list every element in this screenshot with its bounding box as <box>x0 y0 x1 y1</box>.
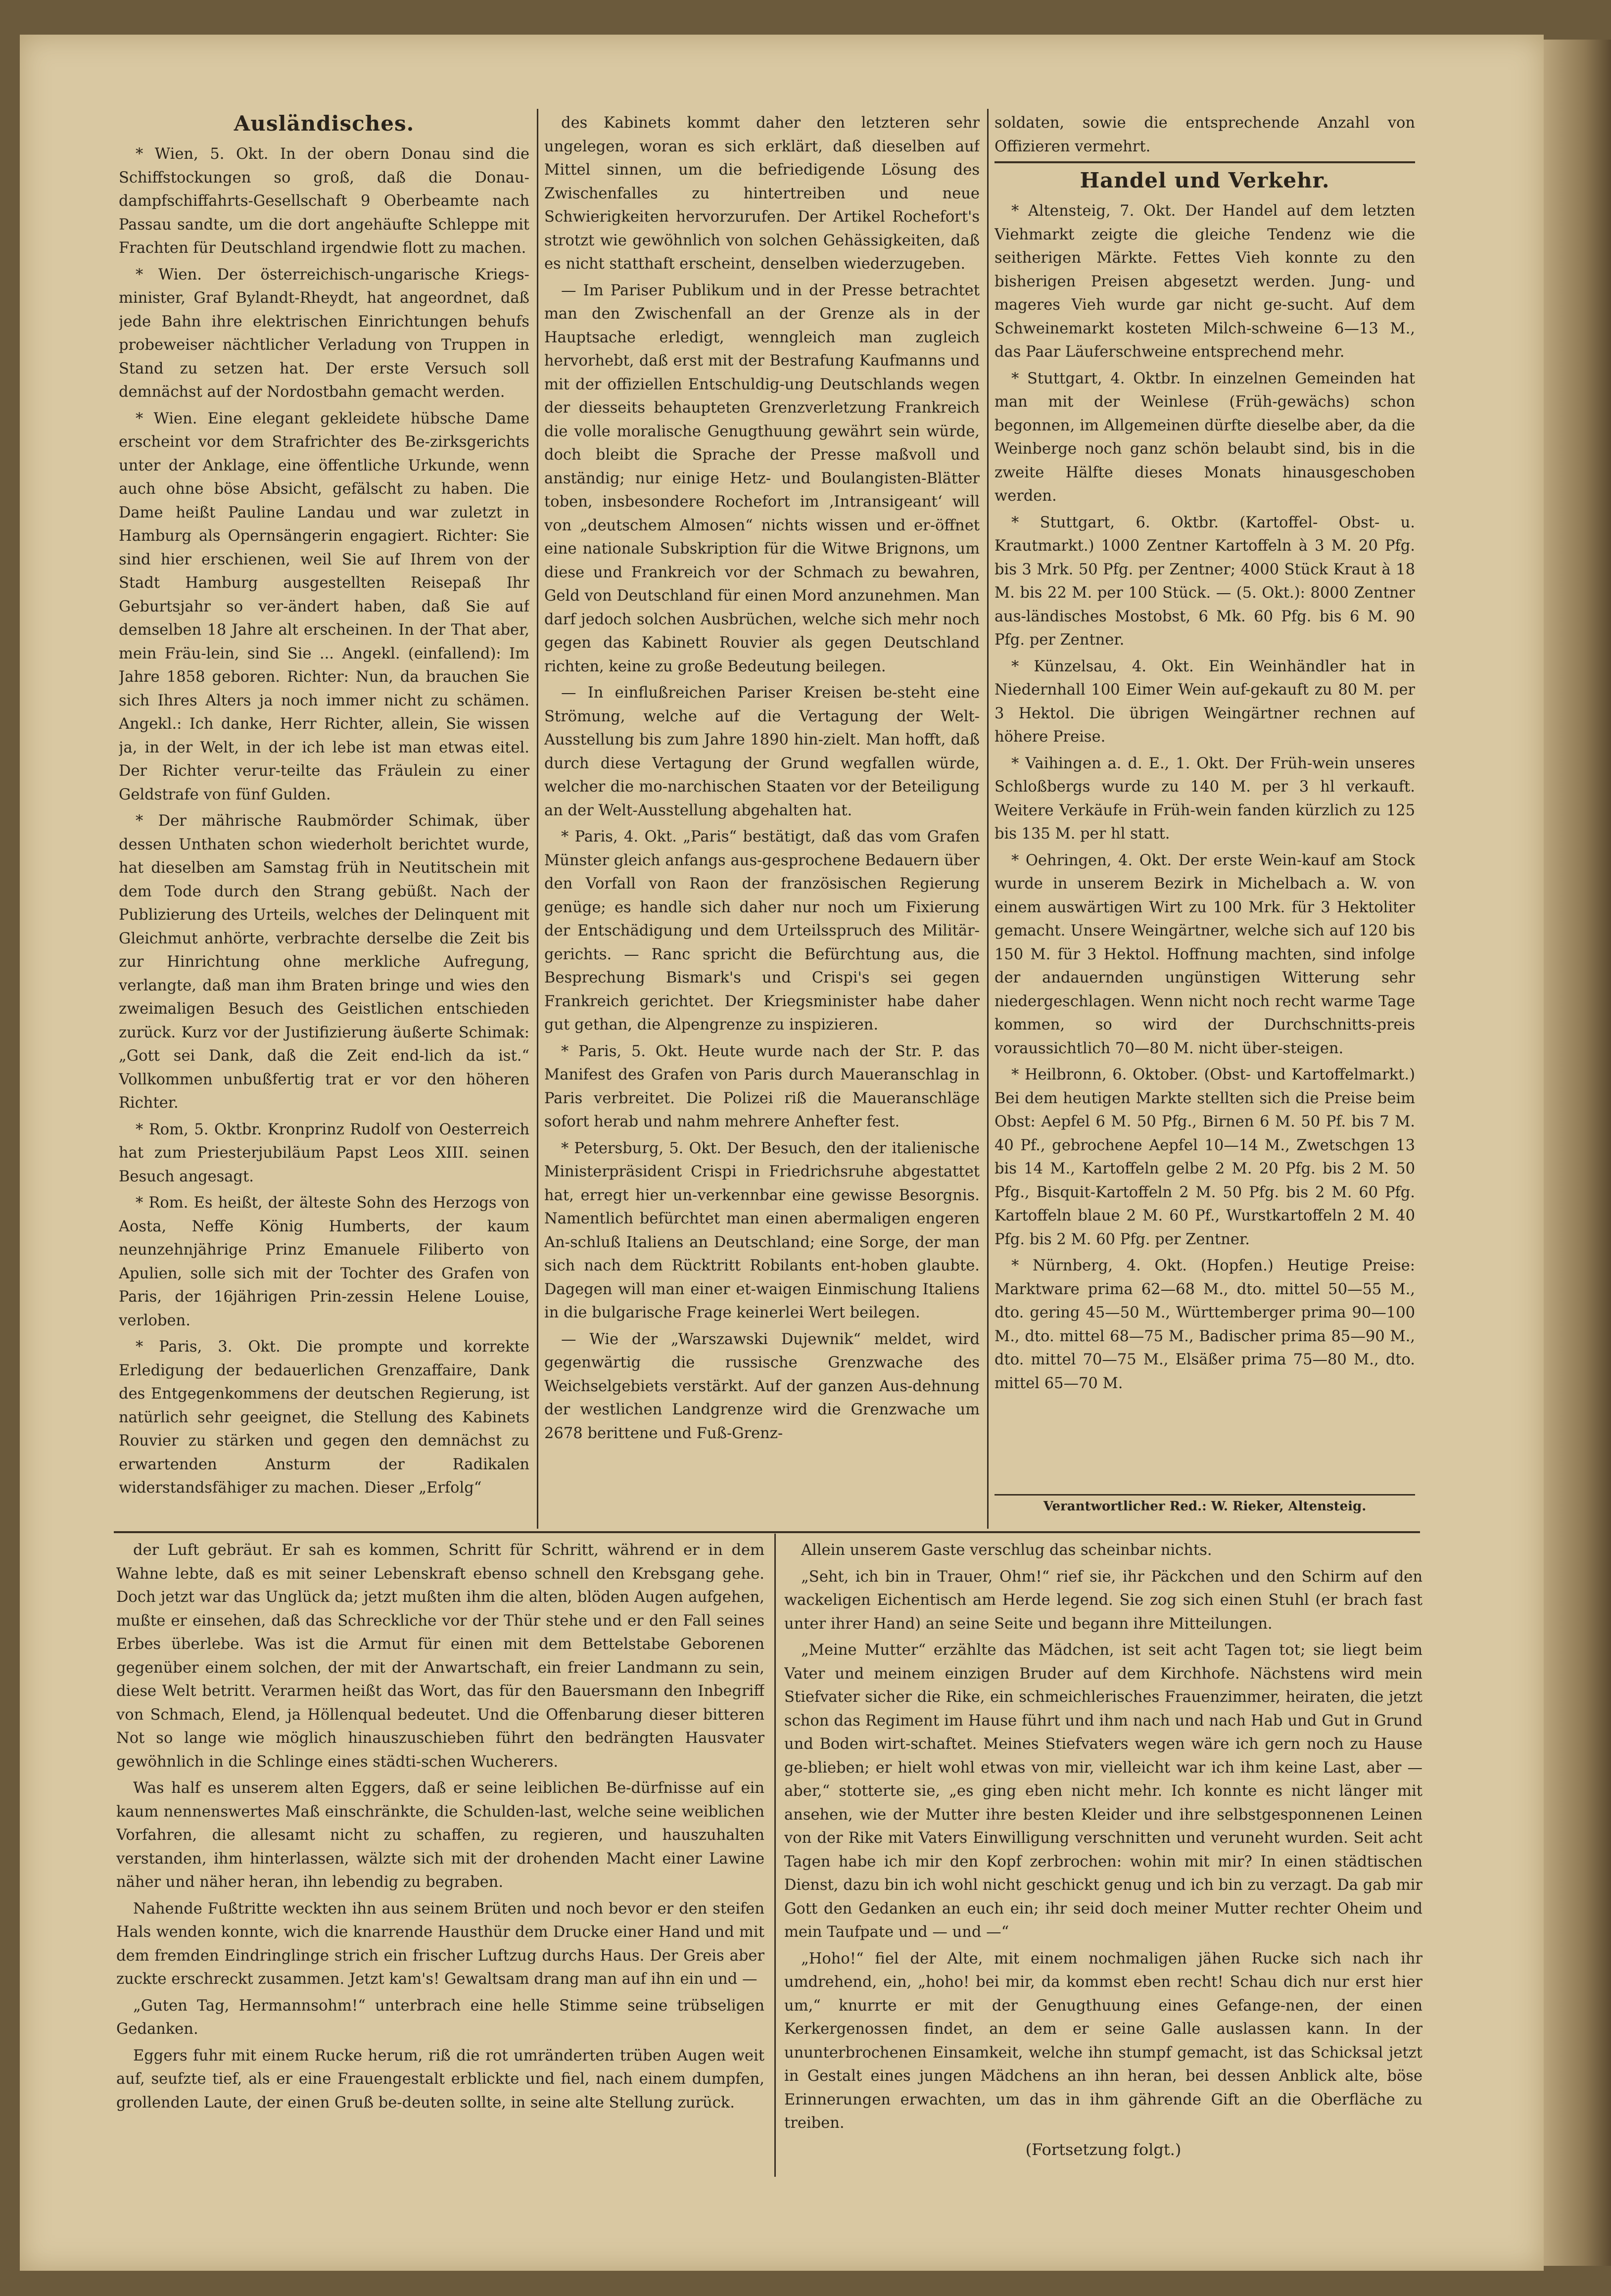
article-paragraph: — In einflußreichen Pariser Kreisen be-steht eine Strömung, welche auf die Vertagung der Welt-Ausstellung bis zum Jahre 1890 hin-zielt. Man hofft, daß durch diese Vertagung der Grund wegfallen würde, welcher die mo-narchischen Staaten vor der Beteiligung an der Welt-Ausstellung abgehalten hat. <box>544 684 980 819</box>
section-rule <box>995 161 1415 163</box>
article-paragraph: „Seht, ich bin in Trauer, Ohm!“ rief sie, ihr Päckchen und den Schirm auf den wackeligen Eichentisch am Herde legend. Sie zog sich einen Stuhl (er brach fast unter ihrer Hand) an seine Seite und begann ihre Mitteilungen. <box>784 1568 1422 1633</box>
feuilleton-left-body <box>116 1539 764 2114</box>
article-paragraph: des Kabinets kommt daher den letzteren sehr ungelegen, woran es sich erklärt, daß dieselben auf Mittel sinnen, um die befriedigende Lösung des Zwischenfalles zu hintertreiben und neue Schwierigkeiten hervorzurufen. Der Artikel Rochefort's strotzt wie gewöhnlich von solchen Gehässigkeiten, daß es nicht statthaft erscheint, denselben wiederzugeben. <box>544 114 980 273</box>
col3-continuation: soldaten, sowie die entsprechende Anzahl von Offizieren vermehrt. <box>995 114 1415 155</box>
col2-body <box>544 111 980 1445</box>
article-paragraph: „Hoho!“ fiel der Alte, mit einem nochmaligen jähen Rucke sich nach ihr umdrehend, ein, „hoho! bei mir, da kommst eben recht! Schau dich nur erst hier um,“ knurrte er mit der Genugthuung eines Gefange-nen, der einen Kerkergenossen findet, an dem er seine Galle auslassen kann. In der ununterbrochenen Einsamkeit, welche ihn stumpf gemacht, ist das Schicksal jetzt in Gestalt eines jungen Mädchens an ihn heran, bei dessen Anblick alte, böse Erinnerungen erwachten, um das in ihm gährende Gift an die Oberfläche zu treiben. <box>784 1950 1422 2132</box>
section-title-auslaendisches: Ausländisches. <box>234 111 415 136</box>
article-paragraph: Was half es unserem alten Eggers, daß er seine leiblichen Be-dürfnisse auf ein kaum nennenswertes Maß einschränkte, die Schulden-last, welche seine weiblichen Vorfahren, die allesamt nicht zu schaffen, zu regieren, und hauszuhalten verstanden, ihm hinterlassen, wälzte sich mit der drohenden Macht einer Lawine näher und näher heran, ihn lebendig zu begraben. <box>116 1780 764 1891</box>
article-paragraph: * Rom, 5. Oktbr. Kronprinz Rudolf von Oesterreich hat zum Priesterjubiläum Papst Leos XIII. seinen Besuch angesagt. <box>119 1121 529 1185</box>
article-paragraph: * Heilbronn, 6. Oktober. (Obst- und Kartoffelmarkt.) Bei dem heutigen Markte stellten sich die Preise beim Obst: Aepfel 6 M. 50 Pfg., Birnen 6 M. 50 Pf. bis 7 M. 40 Pf., gebrochene Aepfel 10—14 M., Zwetschgen 13 bis 14 M., Kartoffeln gelbe 2 M. 20 Pfg. bis 2 M. 50 Pfg., Bisquit-Kartoffeln 2 M. 50 Pfg. bis 2 M. 60 Pfg. Kartoffeln blaue 2 M. 60 Pf., Wurstkartoffeln 2 M. 40 Pfg. bis 2 M. 60 Pfg. per Zentner. <box>995 1066 1415 1248</box>
col3-body <box>995 199 1415 1395</box>
col1-body <box>119 142 529 1500</box>
article-paragraph: * Vaihingen a. d. E., 1. Okt. Der Früh-wein unseres Schloßbergs wurde zu 140 M. per 3 hl verkauft. Weitere Verkäufe in Früh-wein fanden kürzlich zu 125 bis 135 M. per hl statt. <box>995 754 1415 843</box>
section-title-handel: Handel und Verkehr. <box>1080 168 1330 192</box>
article-paragraph: — Im Pariser Publikum und in der Presse betrachtet man den Zwischenfall an der Grenze als in der Hauptsache erledigt, wenngleich man zugleich hervorhebt, daß erst mit der Bestrafung Kaufmanns und mit der offiziellen Entschuldig-ung Deutschlands wegen der diesseits behaupteten Grenzverletzung Frankreich die volle moralische Genugthuung gewährt sein würde, doch bleibt die Sprache der Presse maßvoll und anständig; nur einige Hetz- und Boulangisten-Blätter toben, insbesondere Rochefort im ‚Intransigeant‘ will von „deutschem Almosen“ nichts wissen und er-öffnet eine nationale Subskription für die Witwe Brignons, um diese und Frankreich vor der Schmach zu bewahren, Geld von Deutschland für einen Mord anzunehmen. Man darf jedoch solchen Ausbrüchen, welche sich mehr noch gegen das Kabinett Rouvier als gegen Deutschland richten, keine zu große Bedeutung beilegen. <box>544 281 980 675</box>
feuilleton-divider <box>774 1534 776 2177</box>
column-handel-und-verkehr <box>995 111 1415 1492</box>
article-paragraph: * Wien, 5. Okt. In der obern Donau sind die Schiffstockungen so groß, daß die Donau-dampfschiffahrts-Gesellschaft 9 Oberbeamte nach Passau sandte, um die dort angehäufte Schleppe mit Frachten für Deutschland irgendwie flott zu machen. <box>119 145 529 257</box>
article-paragraph: * Paris, 3. Okt. Die prompte und korrekte Erledigung der bedauerlichen Grenzaffaire, Dank des Entgegenkommens der deutschen Regierung, ist natürlich sehr geeignet, die Stellung des Kabinets Rouvier zu stärken und gegen den demnächst zu erwartenden Ansturm der Radikalen widerstandsfähiger zu machen. Dieser „Erfolg“ <box>119 1338 529 1497</box>
article-paragraph: * Oehringen, 4. Okt. Der erste Wein-kauf am Stock wurde in unserem Bezirk in Michelbach a. W. von einem auswärtigen Wirt zu 100 Mrk. für 3 Hektoliter gemacht. Unsere Weingärtner, welche sich auf 120 bis 150 M. für 3 Hektol. Hoffnung machten, sind infolge der andauernden ungünstigen Witterung sehr niedergeschlagen. Wenn nicht noch recht warme Tage kommen, so wird der Durchschnitts-preis voraussichtlich 70—80 M. nicht über-steigen. <box>995 851 1415 1057</box>
article-paragraph: der Luft gebräut. Er sah es kommen, Schritt für Schritt, während er in dem Wahne lebte, daß es mit seiner Lebenskraft ebenso schnell den Krebsgang gehe. Doch jetzt war das Unglück da; jetzt mußten ihm die alten, blöden Augen aufgehen, mußte er einsehen, daß das Schreckliche vor der Thür stehe und er den Fall seines Erbes überlebe. Was ist die Armut für einen mit dem Bettelstabe Geborenen gegenüber einem solchen, der mit der Anwartschaft, ein freier Landmann zu sein, diese Welt betritt. Verarmen heißt das Wort, das für den Bauersmann den Inbegriff von Schmach, Elend, ja Höllenqual bedeutet. Und die Offenbarung dieser bitteren Not so lange wie möglich hinauszuschieben führt den bedrängten Hausvater gewöhnlich in die Schlinge eines städti-schen Wucherers. <box>116 1542 764 1771</box>
article-paragraph: * Nürnberg, 4. Okt. (Hopfen.) Heutige Preise: Marktware prima 62—68 M., dto. mittel 50—55 M., dto. gering 45—50 M., Württemberger prima 90—100 M., dto. mittel 68—75 M., Badischer prima 85—90 M., dto. mittel 70—75 M., Elsäßer prima 75—80 M., dto. mittel 65—70 M. <box>995 1257 1415 1392</box>
article-paragraph: * Paris, 4. Okt. „Paris“ bestätigt, daß das vom Grafen Münster gleich anfangs aus-gesprochene Bedauern über den Vorfall von Raon der französischen Regierung genüge; es handle sich daher nur noch um Fixierung der Entschädigung und dem Urteilsspruch des Militär-gerichts. — Ranc spricht die Befürchtung aus, die Besprechung Bismark's und Crispi's sei gegen Frankreich gerichtet. Der Kriegsminister habe daher gut gethan, die Alpengrenze zu inspizieren. <box>544 828 980 1033</box>
column-divider-1 <box>537 109 538 1529</box>
fortsetzung-note: (Fortsetzung folgt.) <box>1025 2140 1182 2159</box>
article-paragraph: * Stuttgart, 4. Oktbr. In einzelnen Gemeinden hat man mit der Weinlese (Früh-gewächs) schon begonnen, im Allgemeinen dürfte dieselbe aber, da die Weinberge noch ganz schön belaubt sind, bis in die zweite Hälfte dieses Monats hinausgeschoben werden. <box>995 370 1415 505</box>
article-paragraph: „Guten Tag, Hermannsohm!“ unterbrach eine helle Stimme seine trübseligen Gedanken. <box>116 1997 764 2038</box>
feuilleton-right-body <box>784 1539 1422 2135</box>
article-paragraph: * Stuttgart, 6. Oktbr. (Kartoffel- Obst- u. Krautmarkt.) 1000 Zentner Kartoffeln à 3 M. 20 Pfg. bis 3 Mrk. 50 Pfg. per Zentner; 4000 Stück Kraut à 18 M. bis 22 M. per 100 Stück. — (5. Okt.): 8000 Zentner aus-ländisches Mostobst, 6 Mk. 60 Pfg. bis 6 M. 90 Pfg. per Zentner. <box>995 514 1415 649</box>
article-paragraph: * Paris, 5. Okt. Heute wurde nach der Str. P. das Manifest des Grafen von Paris durch Maueranschlag in Paris verbreitet. Die Polizei riß die Maueranschläge sofort herab und nahm mehrere Anhefter fest. <box>544 1042 980 1130</box>
article-paragraph: * Petersburg, 5. Okt. Der Besuch, den der italienische Ministerpräsident Crispi in Friedrichsruhe abgestattet hat, erregt hier un-verkennbar eine gewisse Besorgnis. Namentlich befürchtet man einen abermaligen engeren An-schluß Italiens an Deutschland; eine Sorge, der man sich nach dem Rücktritt Robilants ent-hoben glaubte. Dagegen will man einer et-waigen Einmischung Italiens in die bulgarische Frage keinerlei Wert beilegen. <box>544 1139 980 1321</box>
feuilleton-right-column <box>784 1539 1422 2206</box>
editor-credit: Verantwortlicher Red.: W. Rieker, Altensteig. <box>1043 1499 1367 1514</box>
article-paragraph: * Der mährische Raubmörder Schimak, über dessen Unthaten schon wiederholt berichtet wurde, hat dieselben am Samstag früh in Neutitschein mit dem Tode durch den Strang gebüßt. Nach der Publizierung des Urteils, welches der Delinquent mit Gleichmut anhörte, verbrachte derselbe die Zeit bis zur Hinrichtung ohne merkliche Aufregung, verlangte, daß man ihm Braten bringe und wies den zweimaligen Besuch des Geistlichen entschieden zurück. Kurz vor der Justifizierung äußerte Schimak: „Gott sei Dank, daß die Zeit end-lich da ist.“ Vollkommen unbußfertig trat er vor den höheren Richter. <box>119 812 529 1112</box>
article-paragraph: Allein unserem Gaste verschlug das scheinbar nichts. <box>801 1542 1212 1559</box>
article-paragraph: * Altensteig, 7. Okt. Der Handel auf dem letzten Viehmarkt zeigte die gleiche Tendenz wie die seitherigen Märkte. Fettes Vieh konnte zu den bisherigen Preisen abgesetzt werden. Jung- und mageres Vieh wurde gar nicht ge-sucht. Auf dem Schweinemarkt kosteten Milch-schweine 6—13 M., das Paar Läuferschweine entsprechend mehr. <box>995 202 1415 361</box>
credit-rule <box>995 1494 1415 1496</box>
article-paragraph: Nahende Fußtritte weckten ihn aus seinem Brüten und noch bevor er den steifen Hals wenden konnte, wich die knarrende Hausthür dem Drucke einer Hand und mit dem fremden Eindringlinge strich ein frischer Luftzug durchs Haus. Der Greis aber zuckte erschreckt zusammen. Jetzt kam's! Gewaltsam drang man auf ihn ein und — <box>116 1900 764 1988</box>
article-paragraph: * Rom. Es heißt, der älteste Sohn des Herzogs von Aosta, Neffe König Humberts, der kaum neunzehnjährige Prinz Emanuele Filiberto von Apulien, solle sich mit der Tochter des Grafen von Paris, der 16jährigen Prin-zessin Helene Louise, verloben. <box>119 1194 529 1329</box>
article-paragraph: * Wien. Der österreichisch-ungarische Kriegs-minister, Graf Bylandt-Rheydt, hat angeordnet, daß jede Bahn ihre elektrischen Einrichtungen behufs probeweiser nächtlicher Verladung von Truppen in Stand zu setzen hat. Der erste Versuch soll demnächst auf der Nordostbahn gemacht werden. <box>119 266 529 401</box>
column-auslaendisches-2 <box>544 111 980 1526</box>
article-paragraph: * Wien. Eine elegant gekleidete hübsche Dame erscheint vor dem Strafrichter des Be-zirksgerichts unter der Anklage, eine öffentliche Urkunde, wenn auch ohne böse Absicht, gefälscht zu haben. Die Dame heißt Pauline Landau und war zuletzt in Hamburg als Opernsängerin engagiert. Richter: Sie sind hier erschienen, weil Sie auf Ihrem von der Stadt Hamburg ausgestellten Reisepaß Ihr Geburtsjahr so ver-ändert haben, daß Sie auf demselben 18 Jahre alt erscheinen. In der That aber, mein Fräu-lein, sind Sie ... Angekl. (einfallend): Im Jahre 1858 geboren. Richter: Nun, da brauchen Sie sich Ihres Alters ja noch immer nicht zu schämen. Angekl.: Ich danke, Herr Richter, allein, Sie wissen ja, in der Welt, in der ich lebe ist man etwas eitel. Der Richter verur-teilte das Fräulein zu einer Geldstrafe von fünf Gulden. <box>119 410 529 803</box>
column-auslaendisches-1 <box>119 111 529 1516</box>
book-binding-edge <box>1544 40 1611 2266</box>
feuilleton-separator <box>114 1531 1420 1533</box>
column-divider-2 <box>987 109 989 1529</box>
feuilleton-left-column <box>116 1539 764 2206</box>
article-paragraph: * Künzelsau, 4. Okt. Ein Weinhändler hat in Niedernhall 100 Eimer Wein auf-gekauft zu 80 M. per 3 Hektol. Die übrigen Weingärtner rechnen auf höhere Preise. <box>995 657 1415 746</box>
article-paragraph: — Wie der „Warszawski Dujewnik“ meldet, wird gegenwärtig die russische Grenzwache des Weichselgebiets verstärkt. Auf der ganzen Aus-dehnung der westlichen Landgrenze wird die Grenzwache um 2678 berittene und Fuß-Grenz- <box>544 1330 980 1442</box>
article-paragraph: „Meine Mutter“ erzählte das Mädchen, ist seit acht Tagen tot; sie liegt beim Vater und meinem einzigen Bruder auf dem Kirchhofe. Nächstens wird mein Stiefvater sicher die Rike, ein schmeichlerisches Frauenzimmer, heiraten, die jetzt schon das Regiment im Hause führt und ihm nach und nach Hab und Gut in Grund und Boden wirt-schaftet. Meines Stiefvaters wegen wäre ich gern noch zu Hause ge-blieben; er hielt wohl etwas von mir, vielleicht war ich ihm keine Last, aber — aber,“ stotterte sie, „es ging eben nicht mehr. Ich konnte es nicht länger mit ansehen, wie der Mutter ihre besten Kleider und ihre selbstgesponnenen Leinen von der Rike mit Vaters Einwilligung verschnitten und veruneht wurden. Seit acht Tagen habe ich mir den Kopf zerbrochen: wohin mit mir? In einen städtischen Dienst, dazu bin ich wohl nicht geschickt genug und ich bin zu verzagt. Da gab mir Gott den Gedanken an euch ein; ihr seid doch meiner Mutter rechter Oheim und mein Taufpate und — und —“ <box>784 1641 1422 1941</box>
article-paragraph: Eggers fuhr mit einem Rucke herum, riß die rot umränderten trüben Augen weit auf, seufzte tief, als er eine Frauengestalt erblickte und fiel, nach einem dumpfen, grollenden Laute, der einen Gruß be-deuten sollte, in seine alte Stellung zurück. <box>116 2047 764 2111</box>
